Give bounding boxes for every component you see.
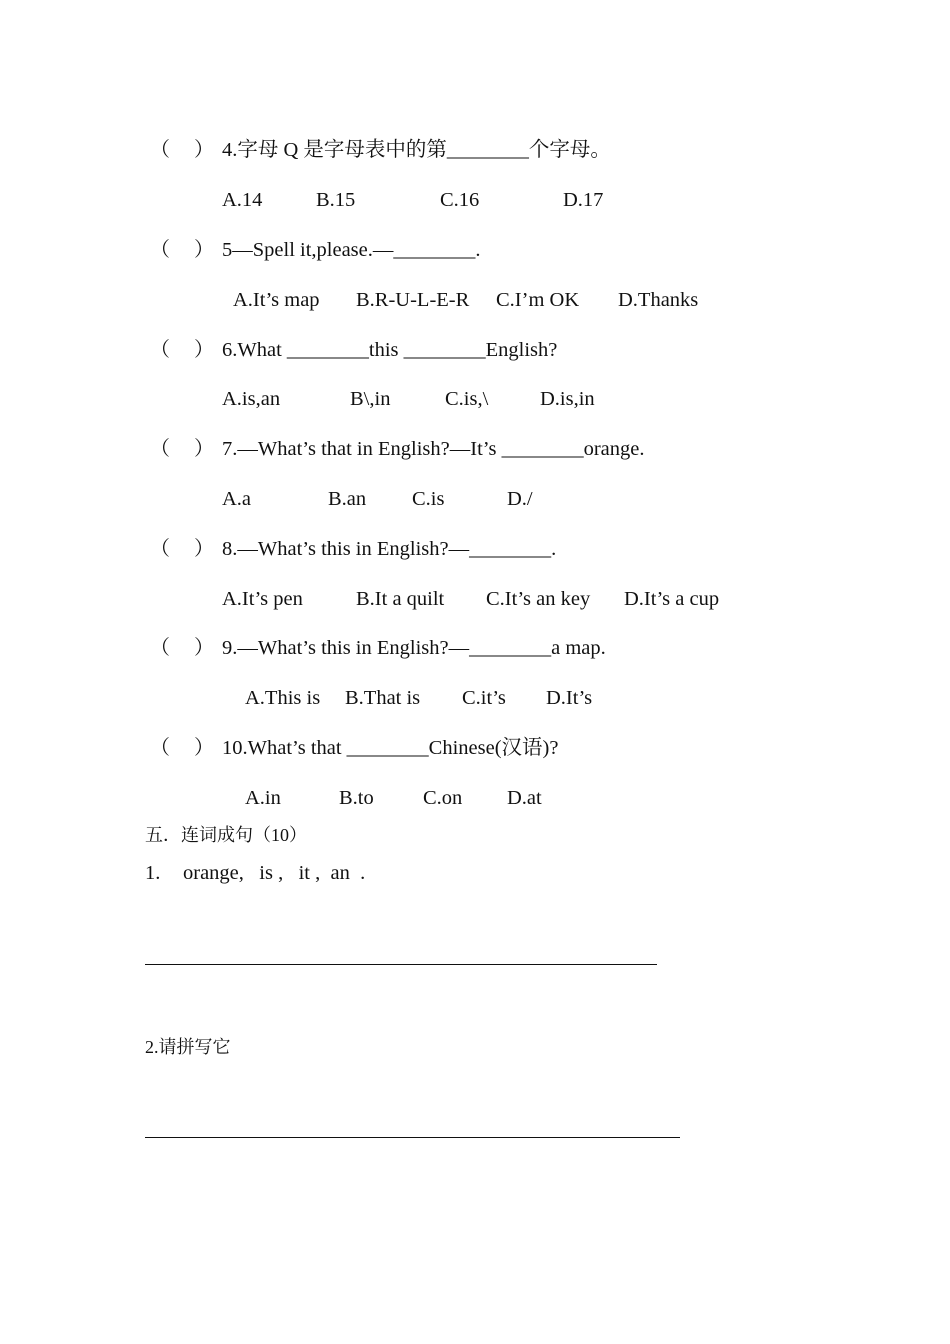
option-c: C.I’m OK: [496, 289, 580, 311]
option-c: C.is,\: [445, 388, 489, 410]
question-text: 9.—What’s this in English?—________a map.: [222, 637, 606, 659]
option-b: B.That is: [345, 687, 421, 709]
answer-paren-close: ）: [194, 239, 214, 261]
answer-paren-close: ）: [194, 339, 214, 361]
option-b: B.It a quilt: [356, 588, 445, 610]
answer-paren-open: （: [150, 239, 170, 261]
option-a: A.It’s pen: [222, 588, 303, 610]
section-heading: 五．连词成句（10）: [145, 825, 307, 845]
answer-paren-close: ）: [194, 438, 214, 460]
question-text: 4.字母 Q 是字母表中的第________个字母。: [222, 139, 611, 161]
answer-paren-open: （: [150, 438, 170, 460]
option-d: D.It’s a cup: [624, 588, 720, 610]
option-d: D.at: [507, 787, 542, 809]
option-a: A.14: [222, 189, 263, 211]
option-b: B.15: [316, 189, 356, 211]
scrambled-words: orange, is , it , an .: [183, 862, 366, 884]
option-a: A.This is: [245, 687, 321, 709]
question-text: 5—Spell it,please.—________.: [222, 239, 481, 261]
option-d: D.17: [563, 189, 604, 211]
question-text: 6.What ________this ________English?: [222, 339, 558, 361]
answer-paren-open: （: [150, 538, 170, 560]
answer-line[interactable]: [145, 964, 657, 965]
answer-paren-open: （: [150, 339, 170, 361]
option-d: D.It’s: [546, 687, 593, 709]
option-a: A.in: [245, 787, 281, 809]
answer-paren-close: ）: [194, 737, 214, 759]
answer-line[interactable]: [145, 1137, 680, 1138]
option-c: C.on: [423, 787, 463, 809]
item-number: 1.: [145, 862, 161, 884]
option-b: B.R-U-L-E-R: [356, 289, 470, 311]
option-c: C.is: [412, 488, 445, 510]
option-b: B.an: [328, 488, 367, 510]
option-b: B.to: [339, 787, 374, 809]
question-text: 7.—What’s that in English?—It’s ________orange.: [222, 438, 645, 460]
answer-paren-open: （: [150, 637, 170, 659]
option-a: A.is,an: [222, 388, 281, 410]
option-c: C.it’s: [462, 687, 506, 709]
answer-paren-close: ）: [194, 538, 214, 560]
answer-paren-open: （: [150, 139, 170, 161]
answer-paren-close: ）: [194, 139, 214, 161]
option-d: D.is,in: [540, 388, 595, 410]
answer-paren-open: （: [150, 737, 170, 759]
answer-paren-close: ）: [194, 637, 214, 659]
option-c: C.It’s an key: [486, 588, 591, 610]
spelling-prompt: 2.请拼写它: [145, 1037, 231, 1057]
option-a: A.It’s map: [233, 289, 320, 311]
option-d: D.Thanks: [618, 289, 699, 311]
option-a: A.a: [222, 488, 252, 510]
option-b: B\,in: [350, 388, 391, 410]
option-c: C.16: [440, 189, 480, 211]
option-d: D./: [507, 488, 533, 510]
question-text: 10.What’s that ________Chinese(汉语)?: [222, 737, 559, 759]
question-text: 8.—What’s this in English?—________.: [222, 538, 557, 560]
